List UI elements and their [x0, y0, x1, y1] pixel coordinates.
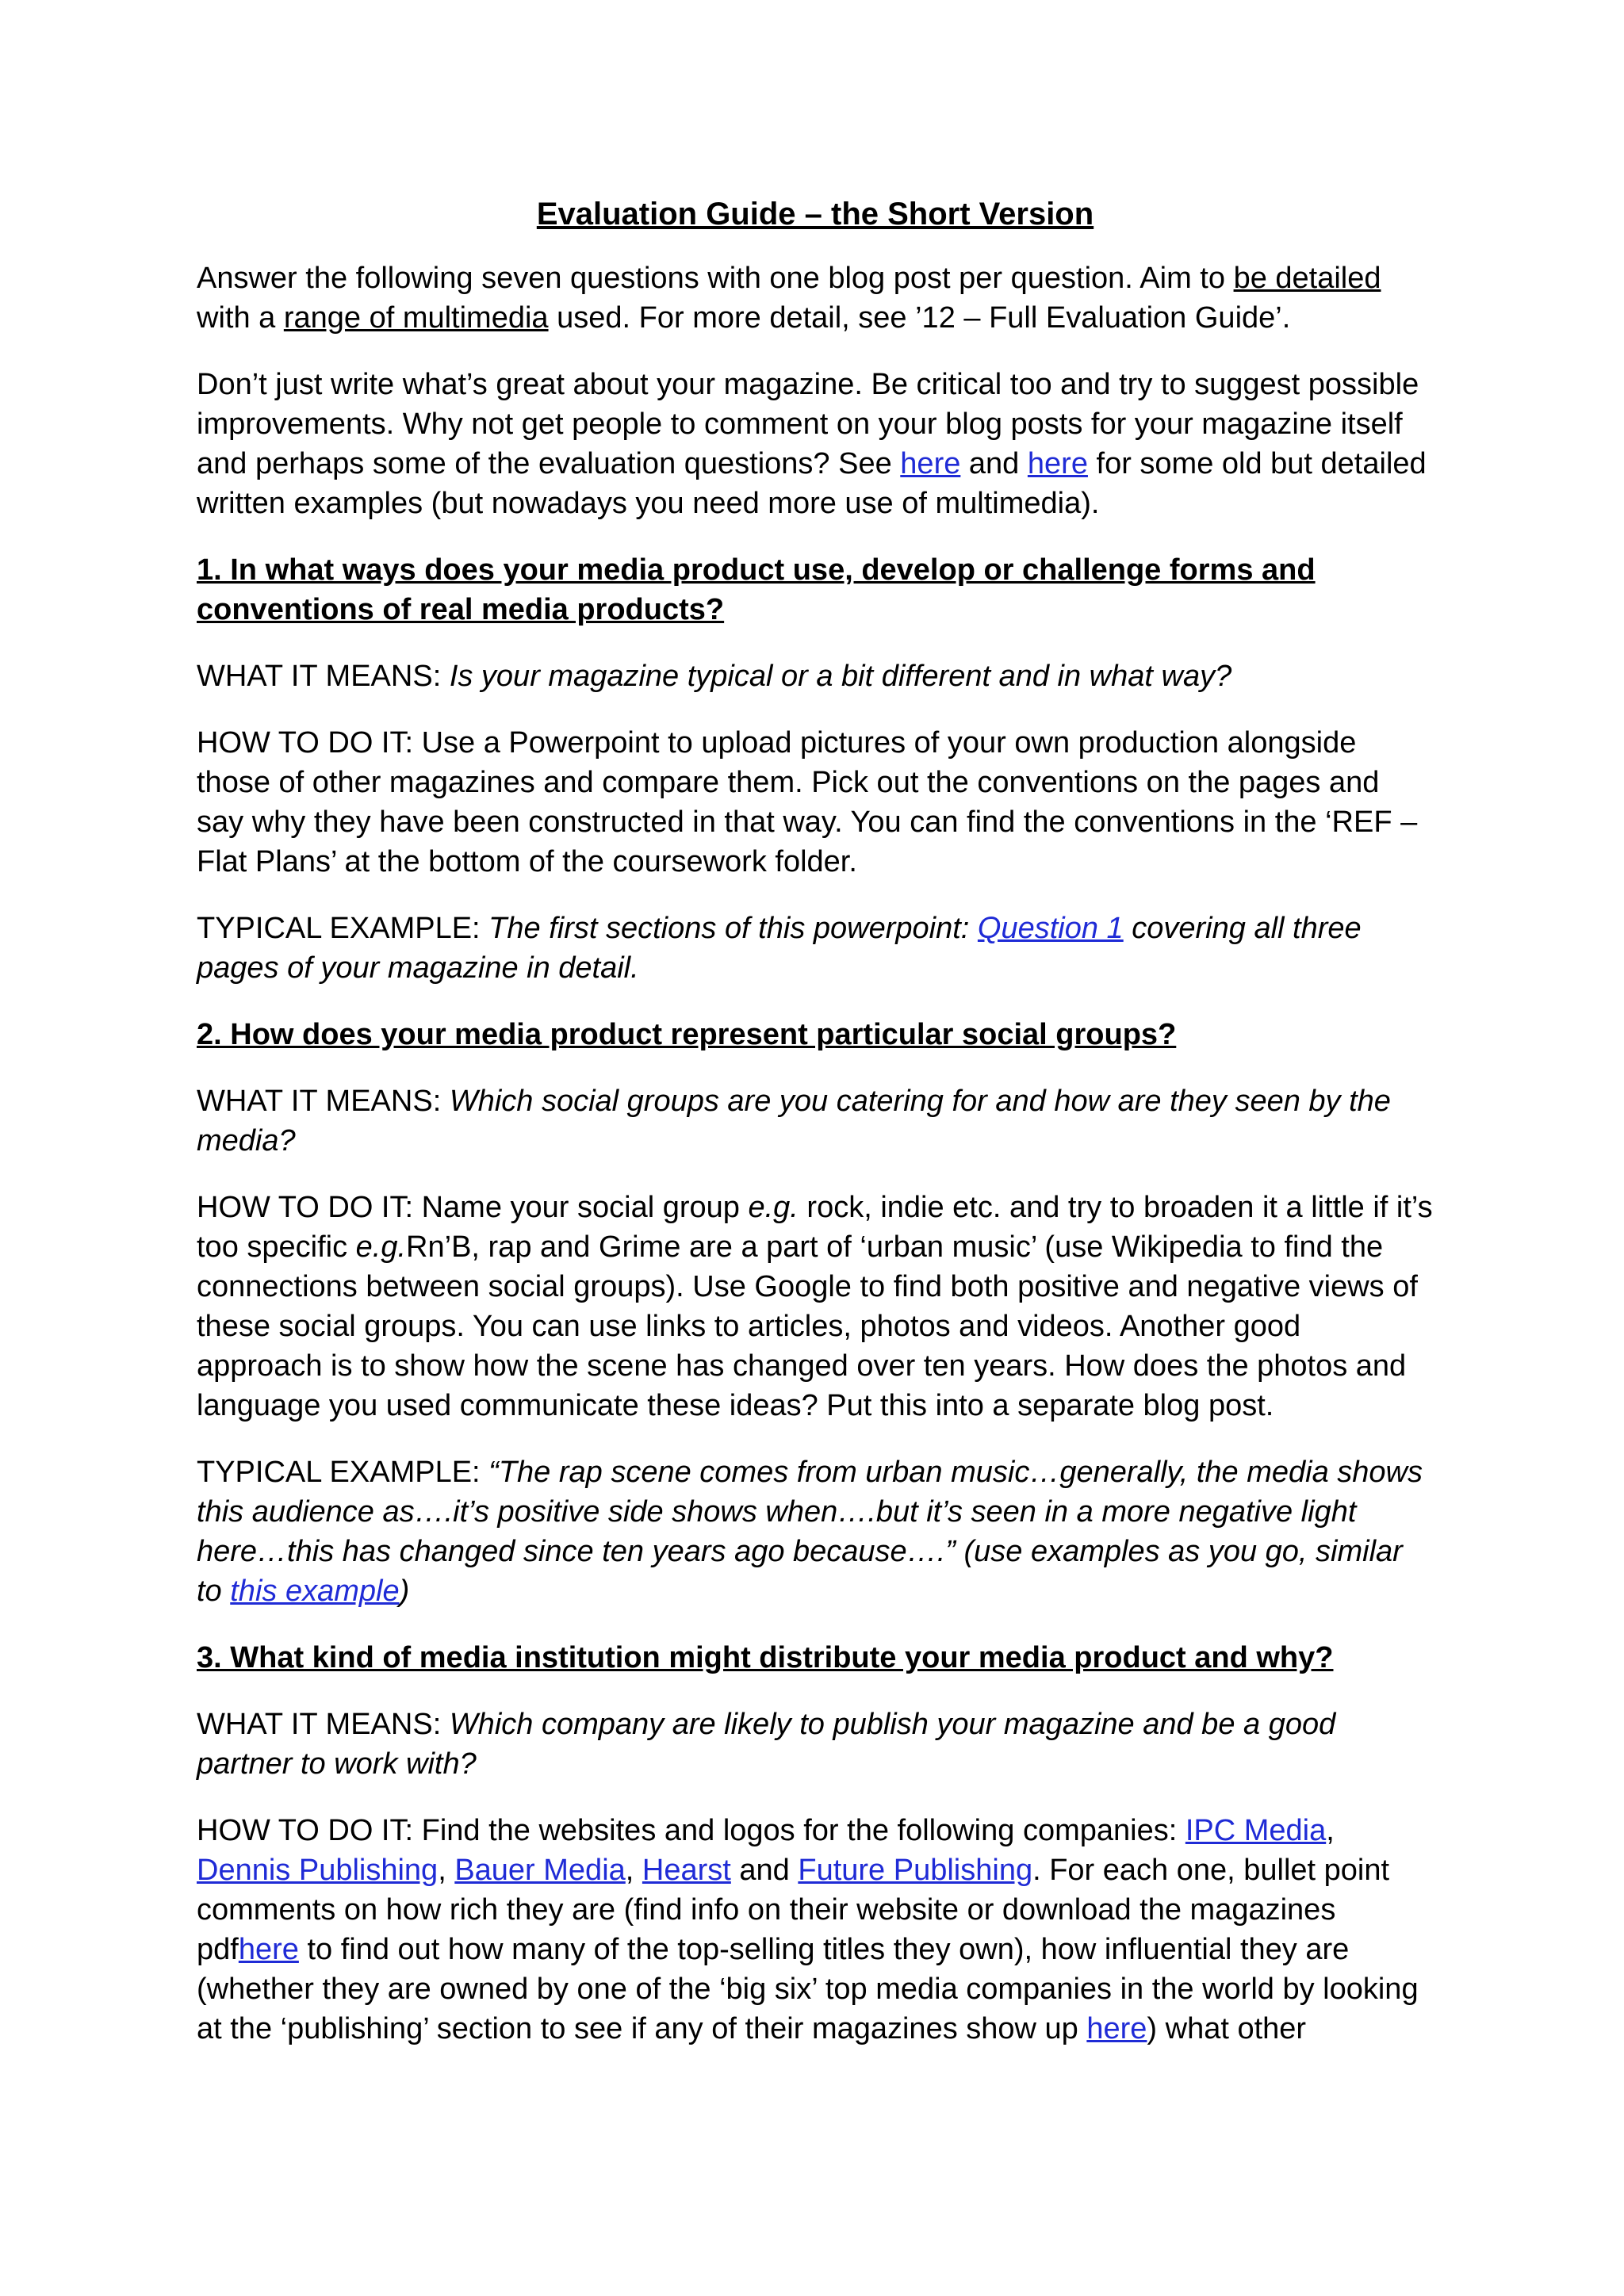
example-link-1[interactable]: here	[900, 447, 961, 480]
question-3-how: HOW TO DO IT: Find the websites and logos for the following companies: IPC Media, Dennis Publishing, Bauer Media, Hearst and Future Publishing. For each one, bullet point comments on how rich they are (find info on their website or download the magazines pdfhere to find out how many of the top-selling titles they own), how influential they are (whether they are owned by one of the ‘big six’ top media companies in the world by looking at the ‘publishing’ section to see if any of their magazines show up here) what other	[197, 1814, 1419, 2045]
question-2-heading: 2. How does your media product represent particular social groups?	[197, 1018, 1177, 1051]
question-3-means: WHAT IT MEANS: Which company are likely to publish your magazine and be a good partner to work with?	[197, 1708, 1336, 1781]
dennis-publishing-link[interactable]: Dennis Publishing	[197, 1854, 439, 1887]
question-1-means: WHAT IT MEANS: Is your magazine typical or a bit different and in what way?	[197, 660, 1232, 693]
document-title: Evaluation Guide – the Short Version	[536, 197, 1094, 232]
this-example-link[interactable]: this example	[230, 1575, 400, 1608]
intro-paragraph: Answer the following seven questions with one blog post per question. Aim to be detailed with a range of multimedia used. For more detail, see ’12 – Full Evaluation Guide’.	[197, 262, 1381, 335]
question-1-example: TYPICAL EXAMPLE: The first sections of this powerpoint: Question 1 covering all three pages of your magazine in detail.	[197, 912, 1362, 985]
intro-paragraph-2: Don’t just write what’s great about your magazine. Be critical too and try to suggest possible improvements. Why not get people to comment on your blog posts for your magazine itself and perhaps some of the evaluation questions? See here and here for some old but detailed written examples (but nowadays you need more use of multimedia).	[197, 368, 1427, 520]
hearst-link[interactable]: Hearst	[642, 1854, 731, 1887]
magazines-pdf-link[interactable]: here	[238, 1933, 299, 1966]
emphasis-be-detailed: be detailed	[1233, 262, 1381, 295]
question-3-heading: 3. What kind of media institution might distribute your media product and why?	[197, 1641, 1334, 1674]
question-1-link[interactable]: Question 1	[977, 912, 1124, 945]
publishing-section-link[interactable]: here	[1086, 2012, 1147, 2045]
document-page	[197, 192, 1434, 2076]
future-publishing-link[interactable]: Future Publishing	[798, 1854, 1033, 1887]
question-1-how: HOW TO DO IT: Use a Powerpoint to upload pictures of your own production alongside those of other magazines and compare them. Pick out the conventions on the pages and say why they have been constructed in that way. You can find the conventions in the ‘REF – Flat Plans’ at the bottom of the coursework folder.	[197, 726, 1418, 878]
question-2-example: TYPICAL EXAMPLE: “The rap scene comes from urban music…generally, the media shows this audience as….it’s positive side shows when….but it’s seen in a more negative light here…this has changed since ten years ago because….” (use examples as you go, similar to this example)	[197, 1456, 1423, 1608]
example-link-2[interactable]: here	[1027, 447, 1088, 480]
question-2-how: HOW TO DO IT: Name your social group e.g. rock, indie etc. and try to broaden it a little if it’s too specific e.g.Rn’B, rap and Grime are a part of ‘urban music’ (use Wikipedia to find the connections between social groups). Use Google to find both positive and negative views of these social groups. You can use links to articles, photos and videos. Another good approach is to show how the scene has changed over ten years. How does the photos and language you used communicate these ideas? Put this into a separate blog post.	[197, 1191, 1433, 1422]
emphasis-range-of-multimedia: range of multimedia	[283, 301, 549, 335]
question-1-heading: 1. In what ways does your media product use, develop or challenge forms and conventions of real media products?	[197, 553, 1316, 626]
question-2-means: WHAT IT MEANS: Which social groups are you catering for and how are they seen by the media?	[197, 1085, 1391, 1158]
ipc-media-link[interactable]: IPC Media	[1185, 1814, 1327, 1847]
bauer-media-link[interactable]: Bauer Media	[454, 1854, 626, 1887]
